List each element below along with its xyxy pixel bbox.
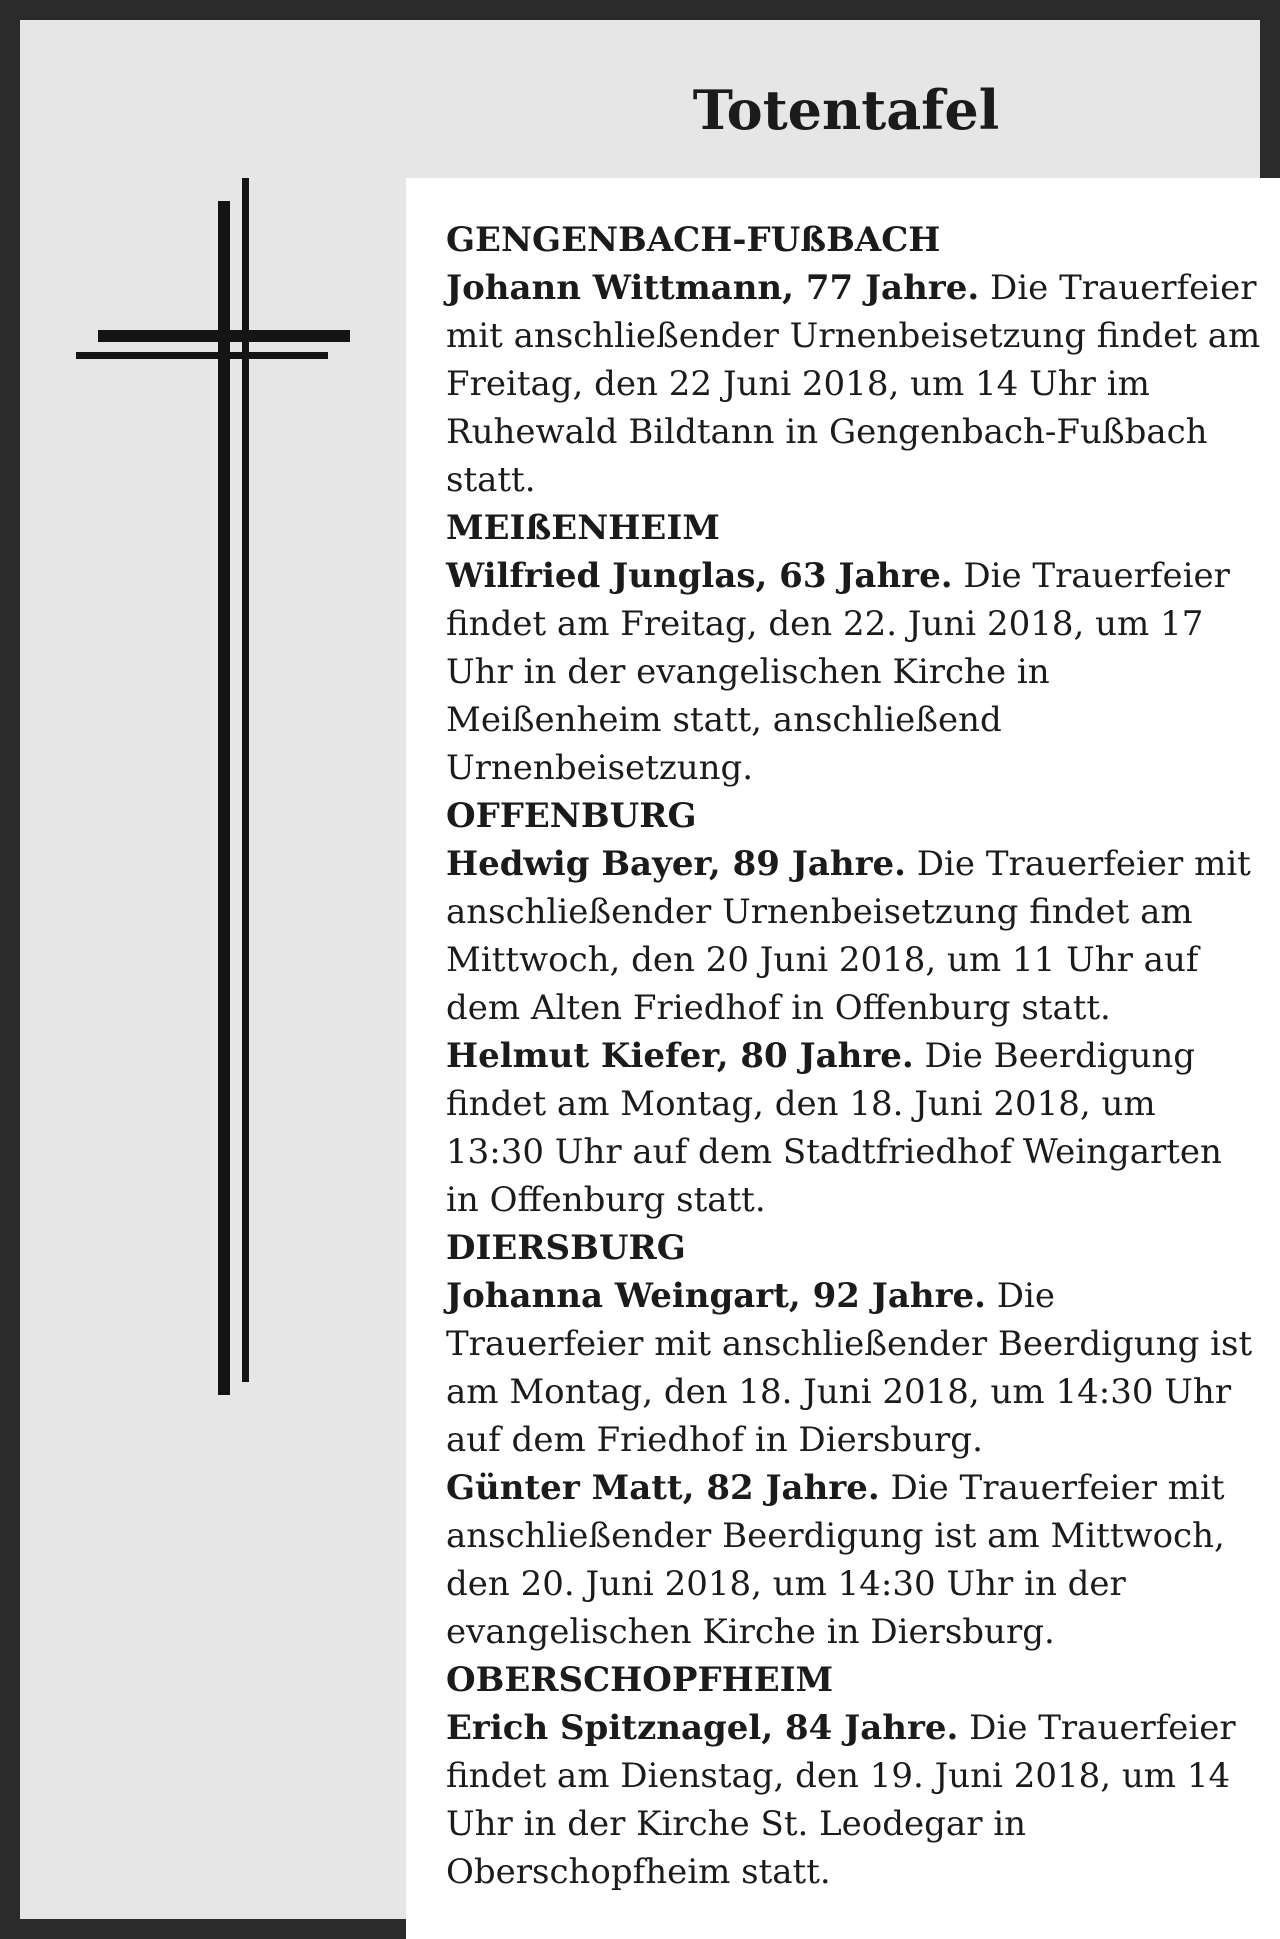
place-heading: MEIßENHEIM	[446, 508, 720, 548]
section-meissenheim	[446, 504, 1261, 792]
cross-beam-horizontal-thin	[76, 352, 328, 359]
obituary-entry	[446, 840, 1261, 1032]
entry-text: Die Trauerfeier mit anschließender Beerdigung ist am Mittwoch, den 20. Juni 2018, um 14:30 Uhr in der evangelischen Kirche in Diersburg.	[446, 1468, 1225, 1652]
entry-text: Die Trauerfeier mit anschließender Beerdigung ist am Montag, den 18. Juni 2018, um 14:30 Uhr auf dem Friedhof in Diersburg.	[446, 1276, 1253, 1460]
notices-panel	[406, 178, 1280, 1939]
entry-text: Die Beerdigung findet am Montag, den 18. Juni 2018, um 13:30 Uhr auf dem Stadtfriedhof Weingarten in Offenburg statt.	[446, 1036, 1222, 1220]
section-gengenbach	[446, 216, 1261, 504]
obituary-entry	[446, 1704, 1261, 1896]
entry-text: Die Trauerfeier findet am Dienstag, den 19. Juni 2018, um 14 Uhr in der Kirche St. Leodegar in Oberschopfheim statt.	[446, 1708, 1236, 1892]
notices-list	[446, 216, 1261, 1896]
deceased-name: Johanna Weingart, 92 Jahre.	[446, 1276, 986, 1316]
deceased-name: Erich Spitznagel, 84 Jahre.	[446, 1708, 959, 1748]
deceased-name: Johann Wittmann, 77 Jahre.	[446, 268, 980, 308]
page-title: Totentafel	[692, 78, 1000, 142]
entry-text: Die Trauerfeier mit anschließender Urnenbeisetzung findet am Freitag, den 22 Juni 2018, um 14 Uhr im Ruhewald Bildtann in Gengenbach-Fußbach statt.	[446, 268, 1261, 500]
obituary-entry	[446, 1272, 1261, 1464]
place-heading: DIERSBURG	[446, 1228, 686, 1268]
section-diersburg	[446, 1224, 1261, 1656]
obituary-entry	[446, 552, 1261, 792]
obituary-entry	[446, 1032, 1261, 1224]
place-heading: GENGENBACH-FUßBACH	[446, 220, 941, 260]
entry-text: Die Trauerfeier findet am Freitag, den 22. Juni 2018, um 17 Uhr in der evangelischen Kirche in Meißenheim statt, anschließend Urnenbeisetzung.	[446, 556, 1230, 788]
cross-beam-horizontal-thick	[98, 330, 350, 342]
entry-text: Die Trauerfeier mit anschließender Urnenbeisetzung findet am Mittwoch, den 20 Juni 2018, um 11 Uhr auf dem Alten Friedhof in Offenburg statt.	[446, 844, 1251, 1028]
place-heading: OFFENBURG	[446, 796, 697, 836]
obituary-entry	[446, 264, 1261, 504]
deceased-name: Helmut Kiefer, 80 Jahre.	[446, 1036, 914, 1076]
section-oberschopfheim	[446, 1656, 1261, 1896]
deceased-name: Hedwig Bayer, 89 Jahre.	[446, 844, 906, 884]
place-heading: OBERSCHOPFHEIM	[446, 1660, 834, 1700]
deceased-name: Wilfried Junglas, 63 Jahre.	[446, 556, 953, 596]
obituary-entry	[446, 1464, 1261, 1656]
section-offenburg	[446, 792, 1261, 1224]
cross-beam-vertical-thick	[218, 201, 230, 1395]
deceased-name: Günter Matt, 82 Jahre.	[446, 1468, 880, 1508]
